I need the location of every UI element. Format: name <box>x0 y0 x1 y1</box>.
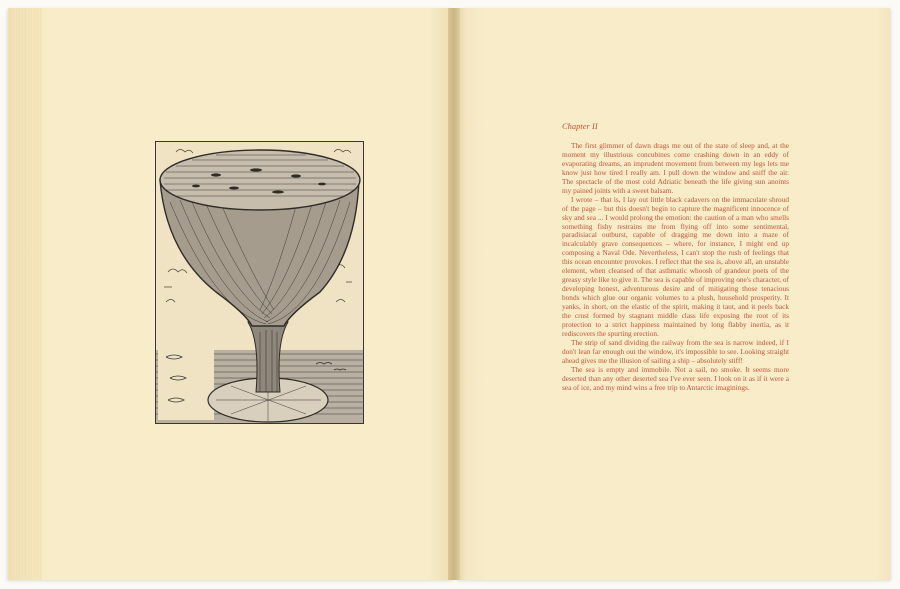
paragraph-4: The sea is empty and immobile. Not a sail, no smoke. It seems more deserted than any other deserted sea I've ever seen. I look on it as if it were a sea of ice, and my mind wins a free trip to Antarctic imaginings. <box>562 364 789 392</box>
paragraph-1: The first glimmer of dawn drags me out of the state of sleep and, at the moment my illustrious concubines come crashing down in an eddy of evaporating dreams, an imprudent movement from between my legs lets me know just how tired I really am. I pull down the window and sniff the air. The spectacle of the most cold Adriatic beneath the life giving sun anoints my pained joints with a sweet balsam. <box>562 140 789 195</box>
book-gutter <box>448 8 460 580</box>
woodcut-illustration <box>155 141 364 424</box>
chapter-title: Chapter II <box>562 121 598 131</box>
paragraph-3: The strip of sand dividing the railway from the sea is narrow indeed, if I don't lean far enough out the window, it's impossible to see. Looking straight ahead gives me the illusion of sailing a ship – absolutely stiff! <box>562 337 789 365</box>
left-page-edges <box>8 8 42 580</box>
chapter-text <box>562 122 789 393</box>
paragraph-2: I wrote – that is, I lay out little black cadavers on the immaculate shroud of the page – but this doesn't begin to capture the magnificent innocence of sky and sea ... I would prolong the emotion: the caution of a man who smells something fishy restrains me from flying off into some sentimental, paradisiacal outburst, capable of dragging me down into a maze of incalculably grave consequences – where, for instance, I might end up composing a Naval Ode. Nevertheless, I can't stop the rush of feelings that this ocean encounter provokes. I reflect that the sea is, above all, an unstable element, when cleansed of that asthmatic whoosh of grandeur poets of the greasy style like to give it. The sea is capable of improving one's character, of developing honest, adventurous desire and of mitigating those tenacious bonds which glue our organic volumes to a plush, household prosperity. It yanks, in short, on the elastic of the spirit, making it taut, and it peels back the crust formed by stagnant middle class life exposing the root of its protection to a strict happiness maintained by long flabby inertia, as it rediscovers the spurting erection. <box>562 194 789 338</box>
hourglass-sea-woodcut <box>156 142 363 423</box>
